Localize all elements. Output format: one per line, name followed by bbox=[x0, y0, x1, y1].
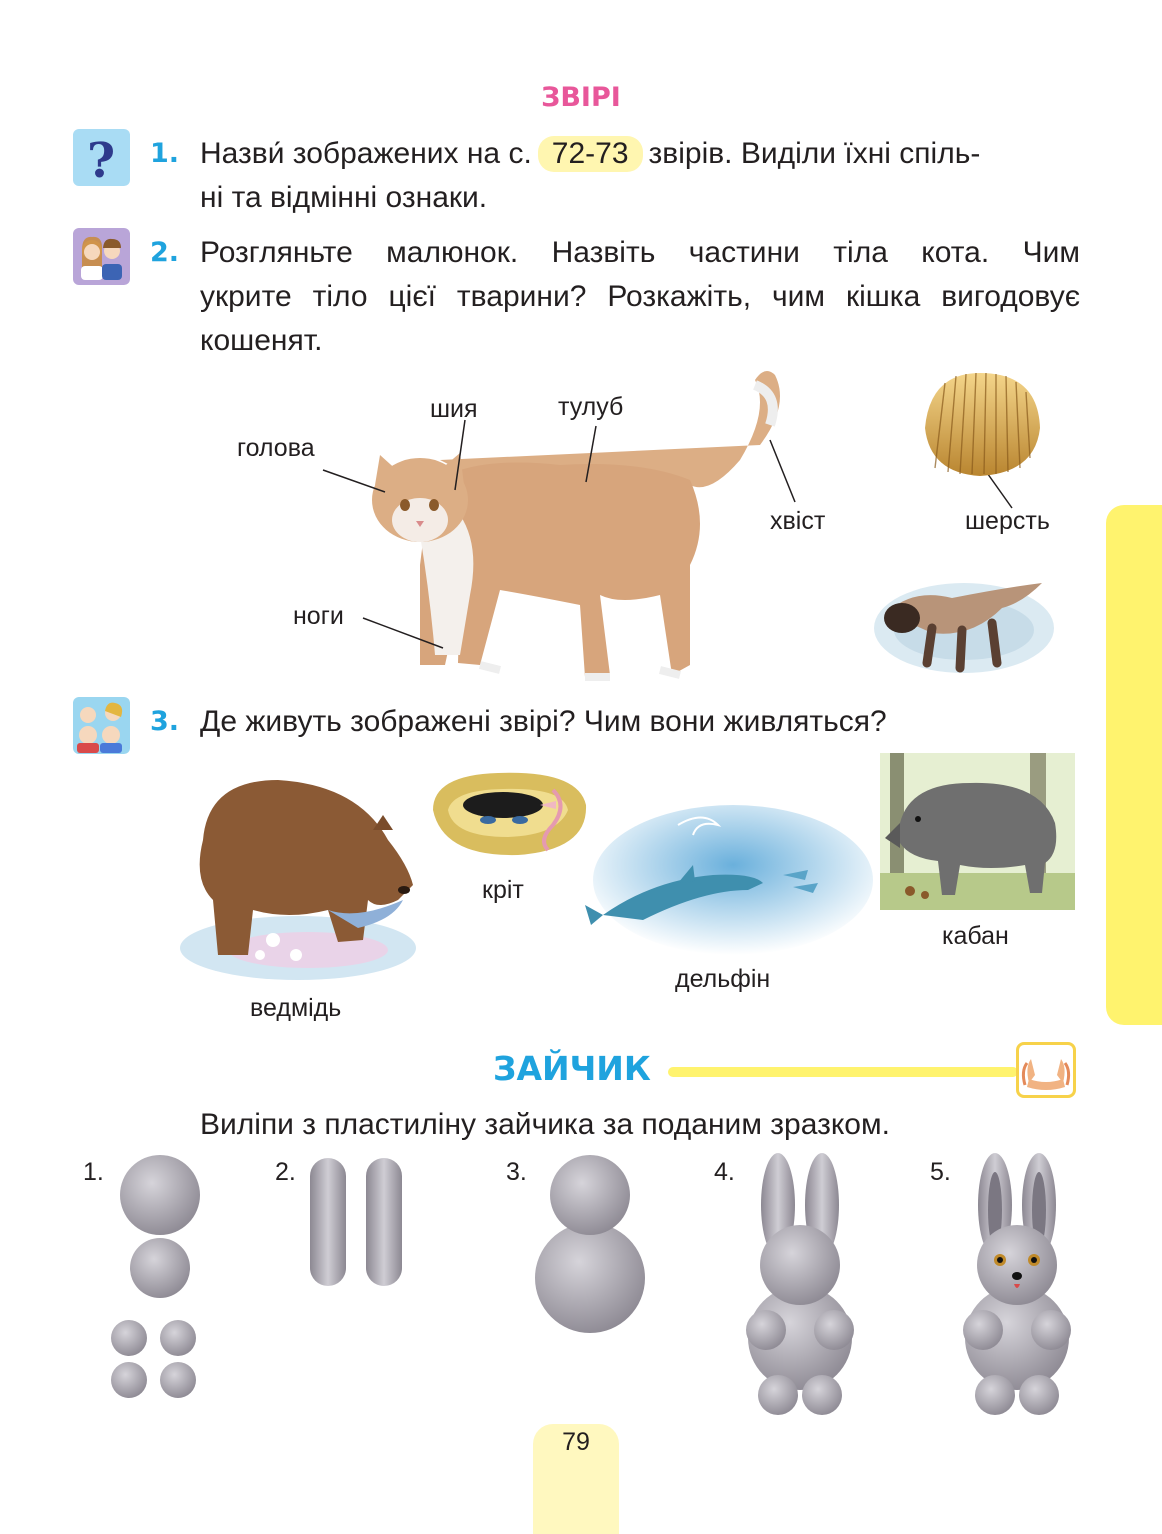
section-title: ЗВІРІ bbox=[541, 82, 621, 113]
craft-instruction: Виліпи з пластиліну зайчика за поданим зразком. bbox=[200, 1108, 890, 1141]
page-number: 79 bbox=[562, 1428, 590, 1456]
step-number: 4. bbox=[714, 1158, 735, 1186]
bear-label: ведмідь bbox=[250, 994, 342, 1022]
task-number: 3. bbox=[150, 706, 180, 737]
mole-label: кріт bbox=[482, 876, 524, 904]
cat-with-kittens-illustration bbox=[872, 568, 1057, 678]
title-underline bbox=[668, 1067, 1018, 1077]
step-1-balls bbox=[111, 1155, 200, 1398]
dolphin-label: дельфін bbox=[675, 965, 771, 993]
craft-title: ЗАЙЧИК bbox=[493, 1049, 651, 1088]
group-work-icon bbox=[73, 697, 130, 754]
bunny-steps-illustration bbox=[0, 1150, 1100, 1420]
page-reference-badge: 72-73 bbox=[538, 136, 643, 172]
boar-illustration bbox=[880, 753, 1075, 910]
step-2-ears bbox=[310, 1158, 402, 1286]
dolphin-illustration bbox=[583, 805, 873, 965]
step-number: 1. bbox=[83, 1158, 104, 1186]
task-number: 1. bbox=[150, 138, 180, 169]
hands-icon bbox=[1016, 1042, 1076, 1098]
cat-label-tail: хвіст bbox=[770, 507, 826, 535]
cat-label-head: голова bbox=[237, 434, 315, 462]
fur-sample-illustration bbox=[920, 368, 1045, 478]
cat-label-legs: ноги bbox=[293, 602, 344, 630]
task-text: Назви́ зображених на с. bbox=[200, 137, 532, 170]
step-number: 2. bbox=[275, 1158, 296, 1186]
cat-label-body: тулуб bbox=[558, 393, 624, 421]
task-text: укрите тіло цієї тварини? Розкажіть, чим кішка вигодовує bbox=[200, 280, 1080, 313]
task-number: 2. bbox=[150, 237, 180, 268]
step-number: 5. bbox=[930, 1158, 951, 1186]
task-text: кошенят. bbox=[200, 324, 323, 357]
side-tab bbox=[1106, 505, 1162, 1025]
task-text: Розгляньте малюнок. Назвіть частини тіла кота. Чим bbox=[200, 236, 1080, 269]
step-3-body bbox=[535, 1155, 645, 1333]
task-3 bbox=[150, 700, 1080, 744]
task-text: ні та відмінні ознаки. bbox=[200, 181, 488, 214]
step-4-bunny bbox=[746, 1153, 854, 1415]
bear-illustration bbox=[178, 770, 423, 985]
svg-text:?: ? bbox=[86, 133, 116, 186]
task-text: звірів. Виділи їхні спіль- bbox=[648, 137, 981, 170]
mole-illustration bbox=[428, 765, 590, 863]
boar-label: кабан bbox=[942, 922, 1009, 950]
task-text: Де живуть зображені звірі? Чим вони живляться? bbox=[200, 705, 887, 738]
cat-label-neck: шия bbox=[430, 395, 478, 423]
step-number: 3. bbox=[506, 1158, 527, 1186]
step-5-bunny bbox=[963, 1153, 1071, 1415]
fur-label: шерсть bbox=[965, 507, 1050, 535]
